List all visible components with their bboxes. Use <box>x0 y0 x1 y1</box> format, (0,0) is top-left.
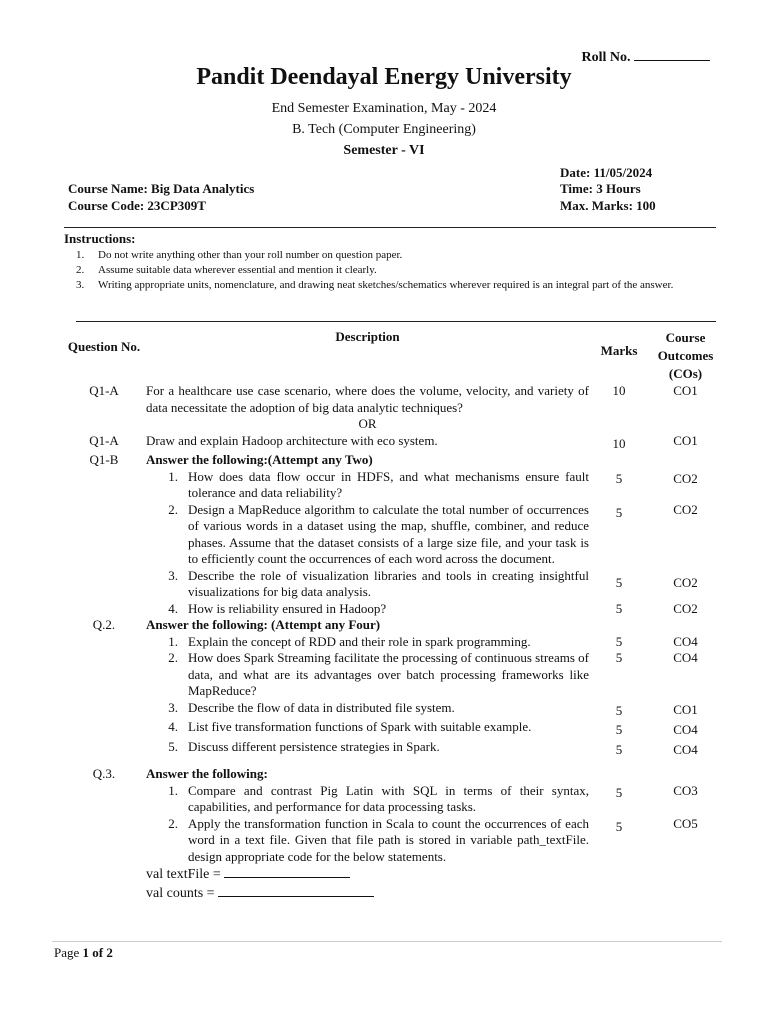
program-title: B. Tech (Computer Engineering) <box>292 122 476 137</box>
table-row <box>62 383 722 416</box>
sub-question-number: 2. <box>168 815 178 831</box>
header-marks: Marks <box>600 343 638 358</box>
exam-title: End Semester Examination, May - 2024 <box>271 101 497 116</box>
table-row <box>62 634 722 651</box>
university-title: Pandit Deendayal Energy University <box>196 64 572 90</box>
instruction-number: 1. <box>76 249 85 261</box>
page-indicator <box>54 945 113 961</box>
exam-time: Time: 3 Hours <box>560 181 641 196</box>
sub-question-text: Explain the concept of RDD and their role in spark programming. <box>188 633 531 649</box>
question-co: CO2 <box>673 600 698 616</box>
table-row <box>62 719 722 739</box>
answer-blank <box>224 865 350 878</box>
divider-top <box>64 227 716 228</box>
question-group-title: Answer the following: (Attempt any Four) <box>146 617 381 632</box>
table-row <box>62 568 722 601</box>
table-row <box>62 469 722 502</box>
page-prefix: Page <box>54 945 80 960</box>
page-number: 1 of 2 <box>82 945 113 960</box>
divider-mid <box>76 321 716 322</box>
question-marks: 5 <box>615 574 623 590</box>
sub-question-number: 4. <box>168 600 178 616</box>
header-course-outcomes: Course Outcomes (COs) <box>657 330 714 381</box>
question-marks: 10 <box>612 383 626 398</box>
table-row <box>62 783 722 816</box>
roll-blank <box>634 48 710 61</box>
table-row <box>62 617 722 634</box>
question-text: For a healthcare use case scenario, where does the volume, velocity, and variety of data necessitate the adoption of big data analytic techniques? <box>146 383 589 415</box>
code-line <box>146 884 589 903</box>
question-co: CO5 <box>673 815 698 831</box>
question-number: Q1-A <box>89 383 119 398</box>
sub-question-text: List five transformation functions of Spark with suitable example. <box>188 719 532 734</box>
table-row <box>62 884 722 903</box>
question-co: CO2 <box>673 574 698 590</box>
exam-date: Date: 11/05/2024 <box>560 165 653 180</box>
code-text: val textFile = <box>146 867 221 882</box>
sub-question-text: Design a MapReduce algorithm to calculate the total number of occurrences of various words in a dataset using the map, shuffle, combiner, and reduce phases. Assume that the dataset consists of a large size file, and your task is to efficiently count the occurrences of each word across the document. <box>188 501 589 566</box>
table-row <box>62 700 722 720</box>
sub-question-number: 5. <box>168 738 178 754</box>
question-number: Q1-A <box>89 432 119 448</box>
sub-question-text: Discuss different persistence strategies in Spark. <box>188 738 440 754</box>
question-co: CO1 <box>673 432 698 448</box>
question-number: Q.2. <box>92 617 116 632</box>
question-marks: 5 <box>615 633 623 649</box>
question-marks: 5 <box>615 722 623 737</box>
question-co: CO2 <box>673 470 698 486</box>
question-marks: 5 <box>615 784 623 800</box>
roll-label: Roll No. <box>581 50 631 65</box>
question-marks: 5 <box>615 600 623 616</box>
question-group-title: Answer the following:(Attempt any Two) <box>146 452 373 467</box>
question-marks: 5 <box>615 650 623 665</box>
table-row <box>62 865 722 884</box>
instruction-item <box>76 263 716 277</box>
course-code: Course Code: 23CP309T <box>68 198 206 213</box>
table-row <box>62 601 722 618</box>
table-row <box>62 650 722 700</box>
table-header-row <box>62 329 722 383</box>
table-row <box>62 502 722 568</box>
sub-question-number: 1. <box>168 782 178 798</box>
sub-question-text: How does Spark Streaming facilitate the processing of continuous streams of data, and what are its advantages over batch processing frameworks like MapReduce? <box>188 650 589 698</box>
question-marks: 10 <box>612 435 626 451</box>
question-co: CO3 <box>673 782 698 798</box>
header-description: Description <box>335 329 400 344</box>
question-co: CO1 <box>673 383 698 398</box>
course-name: Course Name: Big Data Analytics <box>68 181 255 196</box>
table-row <box>62 416 722 433</box>
sub-question-number: 1. <box>168 633 178 649</box>
table-row <box>62 739 722 759</box>
question-co: CO4 <box>673 741 698 757</box>
sub-question-text: Describe the flow of data in distributed file system. <box>188 699 455 715</box>
instruction-number: 2. <box>76 264 85 276</box>
semester-title: Semester - VI <box>343 143 425 158</box>
instruction-text: Do not write anything other than your roll number on question paper. <box>98 249 403 261</box>
question-co: CO4 <box>673 633 698 649</box>
question-co: CO4 <box>673 650 698 665</box>
sub-question-number: 1. <box>168 468 178 484</box>
table-row <box>62 433 722 453</box>
question-co: CO1 <box>673 701 698 717</box>
question-number: Q.3. <box>92 766 116 781</box>
instruction-item <box>76 278 716 292</box>
question-text: Draw and explain Hadoop architecture with eco system. <box>146 432 438 448</box>
question-co: CO2 <box>673 501 698 517</box>
table-row <box>62 816 722 866</box>
header-question-no: Question No. <box>67 339 141 354</box>
question-marks: 5 <box>615 741 623 757</box>
sub-question-number: 2. <box>168 650 178 665</box>
sub-question-text: How is reliability ensured in Hadoop? <box>188 600 387 616</box>
sub-question-text: Apply the transformation function in Scala to count the occurrences of each word in a text file. Given that file path is stored in variable path_textFile. design appropriate code for the below statements. <box>188 815 589 864</box>
table-row <box>62 452 722 469</box>
instruction-item <box>76 248 716 262</box>
sub-question-text: How does data flow occur in HDFS, and what mechanisms ensure fault tolerance and data reliability? <box>188 468 589 500</box>
instructions-title: Instructions: <box>64 231 136 246</box>
sub-question-text: Compare and contrast Pig Latin with SQL in terms of their syntax, capabilities, and performance for data processing tasks. <box>188 782 589 814</box>
sub-question-number: 2. <box>168 501 178 517</box>
question-co: CO4 <box>673 722 698 737</box>
sub-question-number: 3. <box>168 699 178 715</box>
or-separator: OR <box>358 416 377 431</box>
table-row <box>62 766 722 783</box>
instruction-text: Assume suitable data wherever essential and mention it clearly. <box>98 264 377 276</box>
question-group-title: Answer the following: <box>146 766 268 781</box>
question-marks: 5 <box>615 470 623 486</box>
answer-blank <box>218 884 374 897</box>
sub-question-number: 4. <box>168 719 178 734</box>
instruction-text: Writing appropriate units, nomenclature, and drawing neat sketches/schematics wherever required is an integral part of the answer. <box>98 279 674 291</box>
max-marks: Max. Marks: 100 <box>560 198 656 213</box>
question-marks: 5 <box>615 504 623 520</box>
footer-divider <box>52 941 722 942</box>
code-text: val counts = <box>146 885 215 901</box>
question-number: Q1-B <box>89 452 119 467</box>
code-line <box>146 865 589 884</box>
instruction-number: 3. <box>76 279 85 291</box>
question-marks: 5 <box>615 702 623 718</box>
sub-question-number: 3. <box>168 567 178 583</box>
sub-question-text: Describe the role of visualization libraries and tools in creating insightful visualizations for big data analysis. <box>188 567 589 599</box>
question-marks: 5 <box>615 818 623 834</box>
question-table <box>62 329 722 902</box>
